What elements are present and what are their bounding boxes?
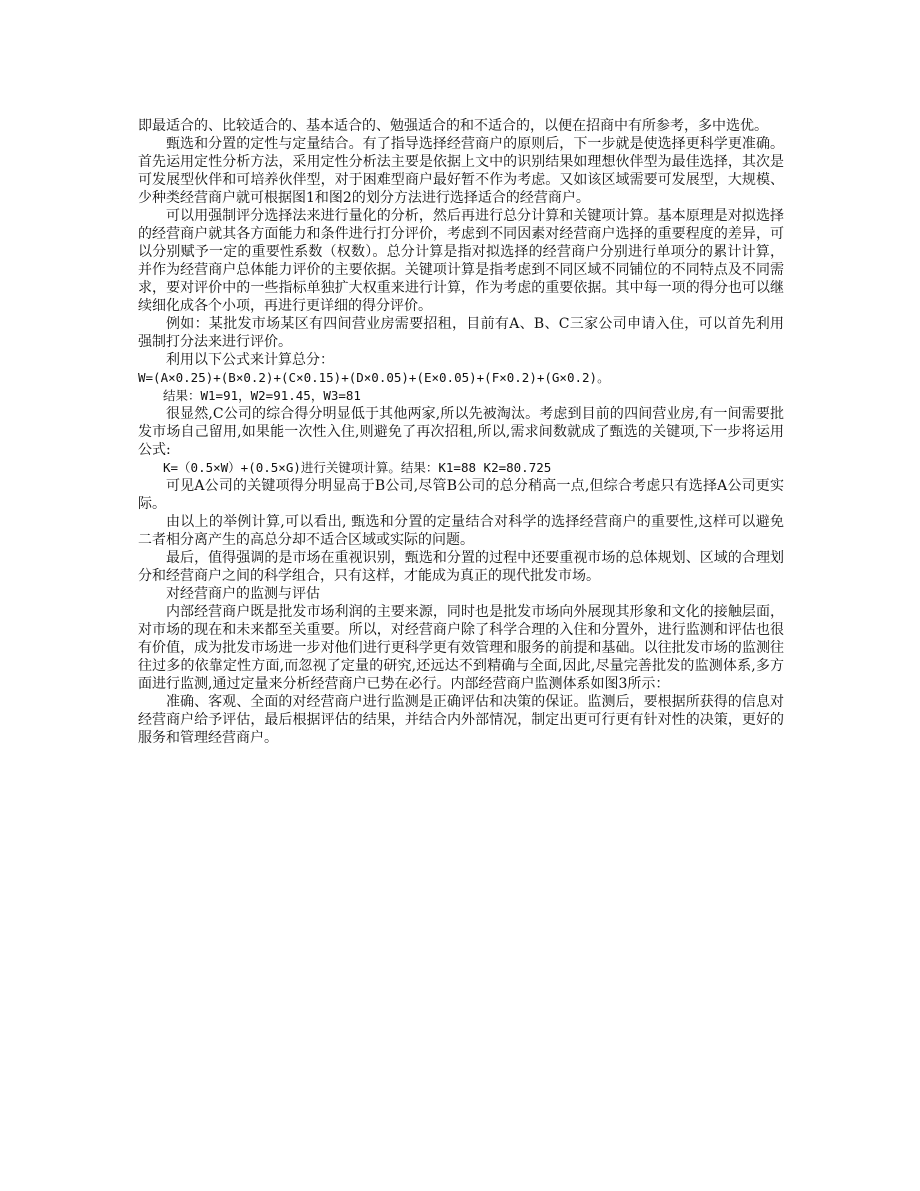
document-body: [138, 117, 784, 747]
paragraph-2: 甄选和分置的定性与定量结合。有了指导选择经营商户的原则后，下一步就是使选择更科学更准确。首先运用定性分析方法，采用定性分析法主要是依据上文中的识别结果如理想伙伴型为最佳选择，其次是可发展型伙伴和可培养伙伴型，对于困难型商户最好暂不作为考虑。又如该区域需要可发展型，大规模、少种类经营商户就可根据图1和图2的划分方法进行选择适合的经营商户。: [138, 136, 784, 206]
paragraph-8: 很显然,C公司的综合得分明显低于其他两家,所以先被淘汰。考虑到目前的四间营业房,有一间需要批发市场自己留用,如果能一次性入住,则避免了再次招租,所以,需求间数就成了甄选的关键项,下一步将运用公式:: [138, 406, 784, 458]
paragraph-12: 最后，值得强调的是市场在重视识别，甄选和分置的过程中还要重视市场的总体规划、区域的合理划分和经营商户之间的科学组合，只有这样，才能成为真正的现代批发市场。: [138, 550, 784, 584]
formula-key-item: K=（0.5×W）+(0.5×G)进行关键项计算。结果：K1=88 K2=80.725: [163, 460, 552, 475]
paragraph-15: 准确、客观、全面的对经营商户进行监测是正确评估和决策的保证。监测后，要根据所获得的信息对经营商户给予评估，最后根据评估的结果，并结合内外部情况，制定出更可行更有针对性的决策，更好的服务和管理经营商户。: [138, 694, 784, 746]
paragraph-11: 由以上的举例计算,可以看出, 甄选和分置的定量结合对科学的选择经营商户的重要性,这样可以避免二者相分离产生的高总分却不适合区域或实际的问题。: [138, 514, 784, 548]
paragraph-4: 例如：某批发市场某区有四间营业房需要招租，目前有A、B、C三家公司申请入住，可以首先利用强制打分法来进行评价。: [138, 316, 784, 350]
section-heading: 对经营商户的监测与评估: [166, 586, 320, 602]
paragraph-1: 即最适合的、比较适合的、基本适合的、勉强适合的和不适合的，以便在招商中有所参考，多中选优。: [138, 118, 768, 134]
paragraph-10: 可见A公司的关键项得分明显高于B公司,尽管B公司的总分稍高一点,但综合考虑只有选择A公司更实际。: [138, 478, 784, 512]
paragraph-3: 可以用强制评分选择法来进行量化的分析，然后再进行总分计算和关键项计算。基本原理是对拟选择的经营商户就其各方面能力和条件进行打分评价，考虑到不同因素对经营商户选择的重要程度的差异，可以分别赋予一定的重要性系数（权数）。总分计算是指对拟选择的经营商户分别进行单项分的累计计算，并作为经营商户总体能力评价的主要依据。关键项计算是指考虑到不同区域不同铺位的不同特点及不同需求，要对评价中的一些指标单独扩大权重来进行计算，作为考虑的重要依据。其中每一项的得分也可以继续细化成各个小项，再进行更详细的得分评价。: [138, 208, 784, 314]
formula-total-score: W=(A×0.25)+(B×0.2)+(C×0.15)+(D×0.05)+(E×0.05)+(F×0.2)+(G×0.2)。: [138, 370, 610, 385]
result-total-score: 结果：W1=91，W2=91.45，W3=81: [163, 388, 361, 403]
paragraph-5: 利用以下公式来计算总分：: [166, 352, 334, 368]
paragraph-14: 内部经营商户既是批发市场利润的主要来源，同时也是批发市场向外展现其形象和文化的接触层面，对市场的现在和未来都至关重要。所以，对经营商户除了科学合理的入住和分置外，进行监测和评估也很有价值，成为批发市场进一步对他们进行更科学更有效管理和服务的前提和基础。以往批发市场的监测往往过多的依靠定性方面,而忽视了定量的研究,还远达不到精确与全面,因此,尽量完善批发的监测体系,多方面进行监测,通过定量来分析经营商户已势在必行。内部经营商户监测体系如图3所示：: [138, 604, 784, 692]
